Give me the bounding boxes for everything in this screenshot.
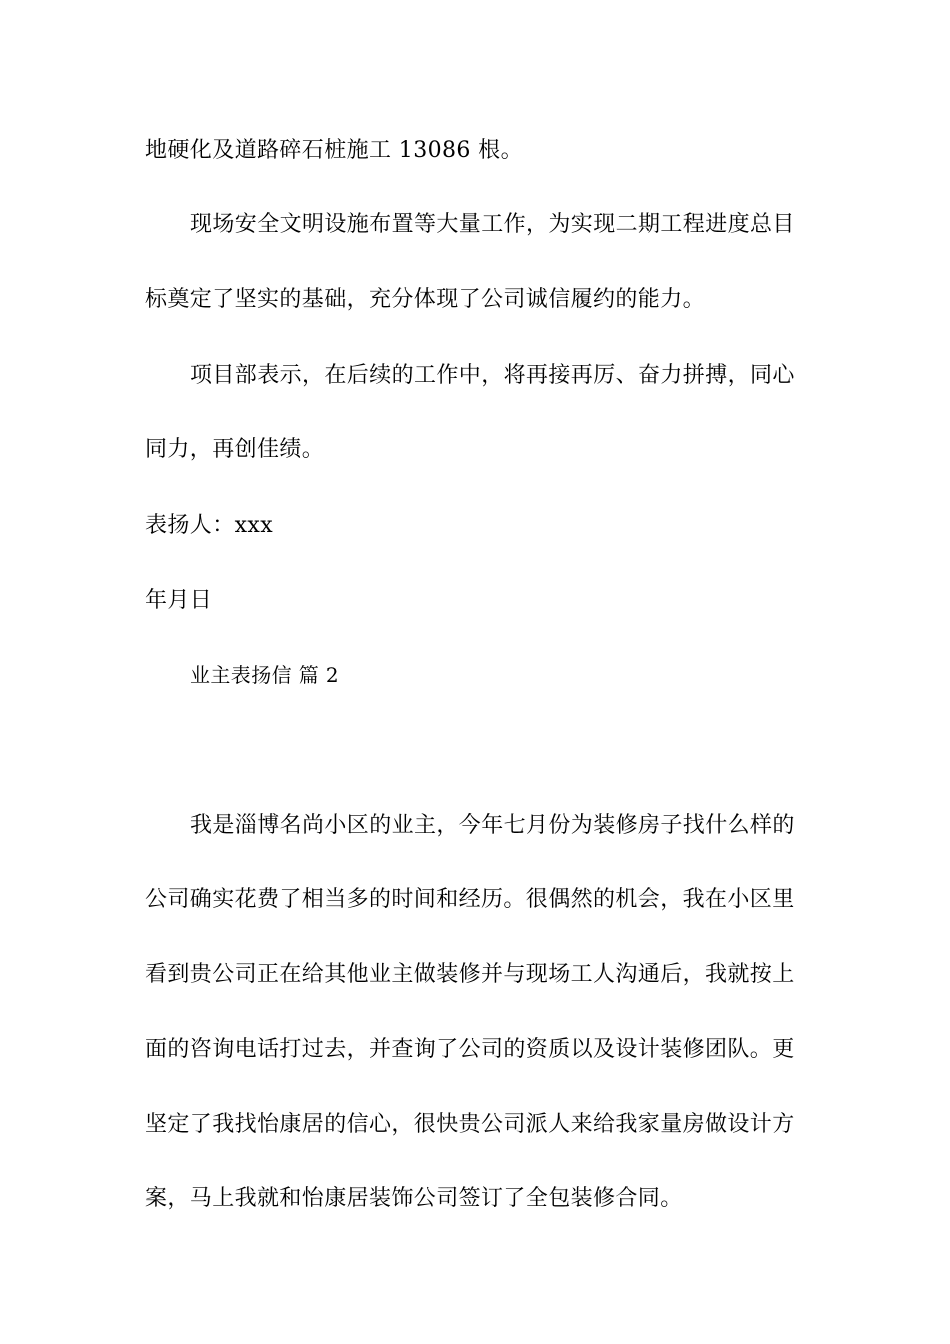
paragraph-line: 现场安全文明设施布置等大量工作，为实现二期工程进度总目 bbox=[190, 212, 795, 237]
paragraph-line: 地硬化及道路碎石桩施工 13086 根。 bbox=[145, 138, 523, 163]
date-line: 年月日 bbox=[145, 588, 213, 613]
section-heading: 业主表扬信 篇 2 bbox=[190, 663, 340, 687]
paragraph-line: 我是淄博名尚小区的业主，今年七月份为装修房子找什么样的 bbox=[190, 813, 795, 838]
signature-line: 表扬人：xxx bbox=[145, 513, 274, 538]
paragraph-line: 看到贵公司正在给其他业主做装修并与现场工人沟通后，我就按上 bbox=[145, 962, 795, 987]
paragraph-line: 项目部表示，在后续的工作中，将再接再厉、奋力拼搏，同心 bbox=[190, 363, 795, 388]
paragraph-line: 面的咨询电话打过去，并查询了公司的资质以及设计装修团队。更 bbox=[145, 1037, 795, 1062]
paragraph-line: 坚定了我找怡康居的信心，很快贵公司派人来给我家量房做设计方 bbox=[145, 1112, 795, 1137]
paragraph-line: 案，马上我就和怡康居装饰公司签订了全包装修合同。 bbox=[145, 1186, 683, 1211]
paragraph-line: 公司确实花费了相当多的时间和经历。很偶然的机会，我在小区里 bbox=[145, 887, 795, 912]
paragraph-line: 同力，再创佳绩。 bbox=[145, 437, 325, 462]
paragraph-line: 标奠定了坚实的基础，充分体现了公司诚信履约的能力。 bbox=[145, 287, 706, 312]
